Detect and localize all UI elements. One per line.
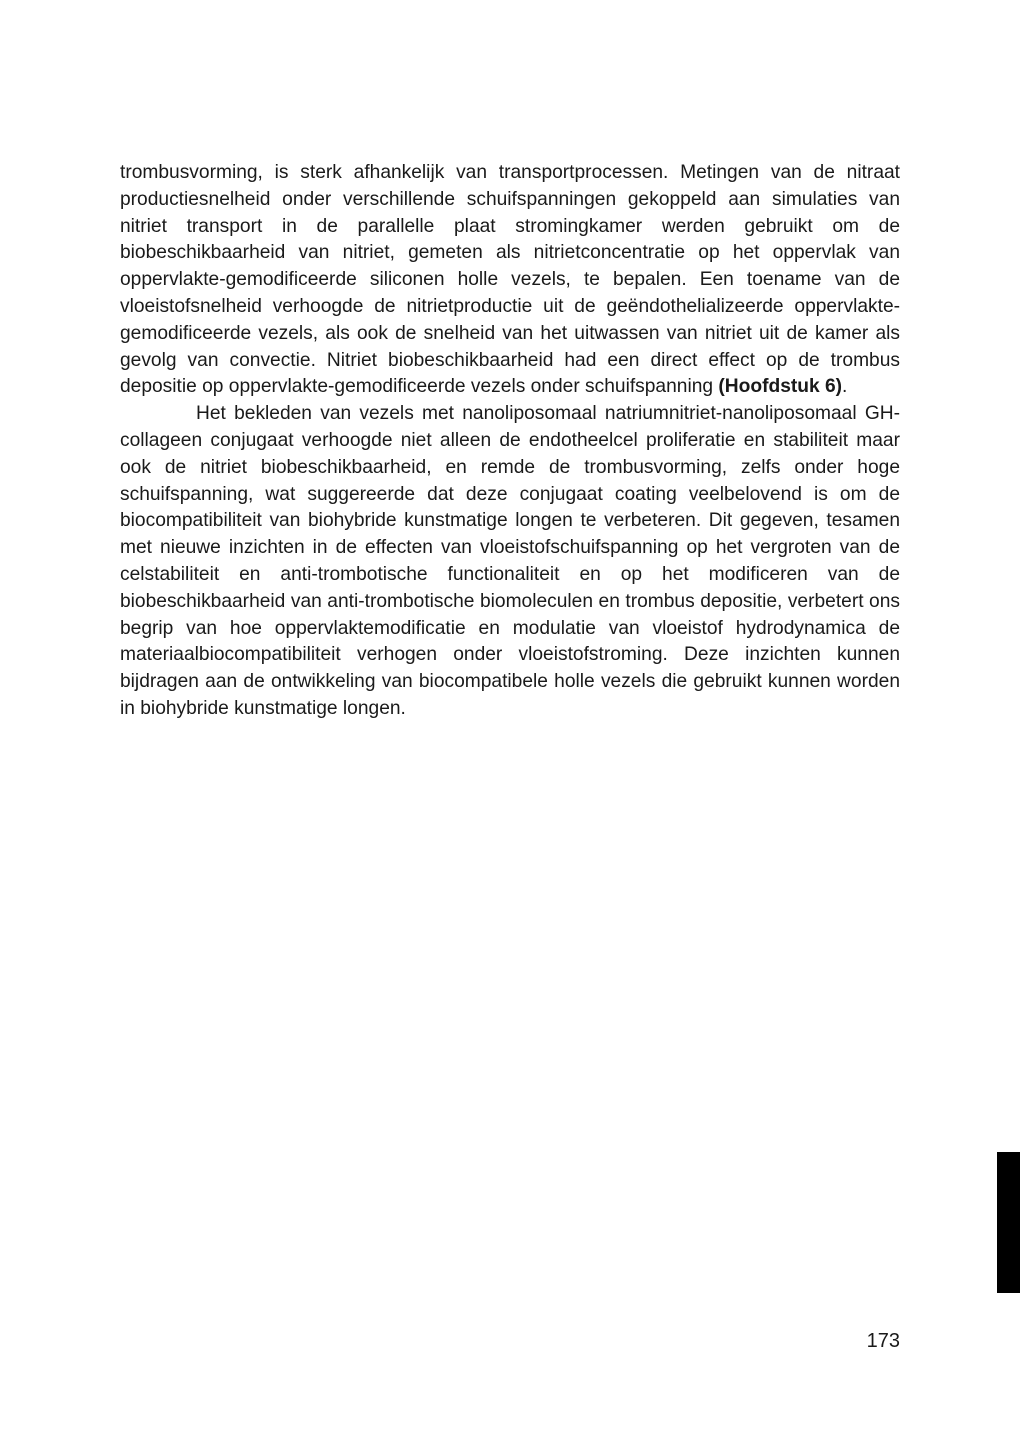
body-text: [120, 160, 900, 723]
paragraph-2: Het bekleden van vezels met nanoliposomaal natriumnitriet-nanoliposomaal GH-collageen conjugaat verhoogde niet alleen de endotheelcel proliferatie en stabiliteit maar ook de nitriet biobeschikbaarheid, en remde de trombusvorming, zelfs onder hoge schuifspanning, wat suggereerde dat deze conjugaat coating veelbelovend is om de biocompatibiliteit van biohybride kunstmatige longen te verbeteren. Dit gegeven, tesamen met nieuwe inzichten in de effecten van vloeistofschuifspanning op het vergroten van de celstabiliteit en anti-trombotische functionaliteit en op het modificeren van de biobeschikbaarheid van anti-trombotische biomoleculen en trombus depositie, verbetert ons begrip van hoe oppervlaktemodificatie en modulatie van vloeistof hydrodynamica de materiaalbiocompatibiliteit verhogen onder vloeistofstroming. Deze inzichten kunnen bijdragen aan de ontwikkeling van biocompatibele holle vezels die gebruikt kunnen worden in biohybride kunstmatige longen.: [120, 403, 900, 719]
paragraph-1-text: trombusvorming, is sterk afhankelijk van transportprocessen. Metingen van de nitraat productiesnelheid onder verschillende schuifspanningen gekoppeld aan simulaties van nitriet transport in de parallelle plaat stromingkamer werden gebruikt om de biobeschikbaarheid van nitriet, gemeten als nitrietconcentratie op het oppervlak van oppervlakte-gemodificeerde siliconen holle vezels, te bepalen. Een toename van de vloeistofsnelheid verhoogde de nitrietproductie uit de geëndothelializeerde oppervlakte-gemodificeerde vezels, als ook de snelheid van het uitwassen van nitriet uit de kamer als gevolg van convectie. Nitriet biobeschikbaarheid had een direct effect op de trombus depositie op oppervlakte-gemodificeerde vezels onder schuifspanning: [120, 162, 900, 398]
paragraph-1-end: .: [842, 376, 848, 398]
paragraph-1: [120, 160, 900, 401]
chapter-thumb-tab: [997, 1152, 1020, 1293]
chapter-reference: (Hoofdstuk 6): [718, 376, 843, 398]
page-number: 173: [866, 1330, 900, 1352]
